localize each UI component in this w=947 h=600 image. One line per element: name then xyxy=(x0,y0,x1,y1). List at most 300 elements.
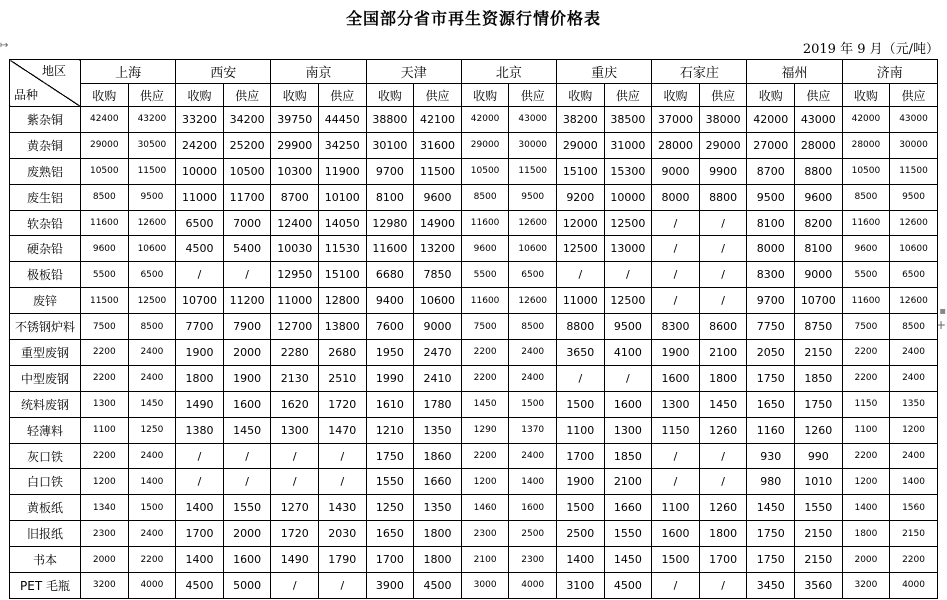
buy-header: 收购 xyxy=(271,84,319,107)
buy-price-cell: 11600 xyxy=(366,236,414,262)
price-table xyxy=(9,59,938,599)
buy-price-cell: 8700 xyxy=(271,184,319,210)
buy-price-cell: 33200 xyxy=(176,107,224,133)
supply-price-cell: 1780 xyxy=(414,391,462,417)
buy-price-cell: 11600 xyxy=(461,288,509,314)
buy-price-cell: 1600 xyxy=(652,521,700,547)
buy-price-cell: / xyxy=(652,469,700,495)
product-name-cell: 黄板纸 xyxy=(10,495,81,521)
product-name-cell: 灰口铁 xyxy=(10,443,81,469)
buy-price-cell: 8300 xyxy=(747,262,795,288)
supply-price-cell: 43000 xyxy=(890,107,938,133)
buy-price-cell: 10300 xyxy=(271,158,319,184)
buy-price-cell: 7500 xyxy=(81,314,129,340)
buy-header: 收购 xyxy=(842,84,890,107)
supply-price-cell: 2400 xyxy=(509,365,557,391)
buy-price-cell: 28000 xyxy=(652,132,700,158)
supply-price-cell: 4000 xyxy=(890,573,938,599)
supply-price-cell: 1800 xyxy=(414,547,462,573)
supply-price-cell: / xyxy=(223,443,271,469)
supply-header: 供应 xyxy=(414,84,462,107)
supply-header: 供应 xyxy=(319,84,367,107)
buy-price-cell: 42000 xyxy=(461,107,509,133)
buy-price-cell: 1340 xyxy=(81,495,129,521)
buy-price-cell: 3650 xyxy=(557,340,605,366)
supply-price-cell: 11200 xyxy=(223,288,271,314)
supply-price-cell: 31600 xyxy=(414,132,462,158)
supply-price-cell: 14900 xyxy=(414,210,462,236)
buy-price-cell: 1750 xyxy=(747,521,795,547)
supply-price-cell: 8750 xyxy=(795,314,843,340)
supply-price-cell: 1260 xyxy=(699,495,747,521)
supply-price-cell: 6500 xyxy=(890,262,938,288)
supply-price-cell: 2150 xyxy=(795,340,843,366)
supply-price-cell: 1400 xyxy=(890,469,938,495)
buy-price-cell: 42400 xyxy=(81,107,129,133)
supply-price-cell: 4000 xyxy=(128,573,176,599)
table-row xyxy=(10,132,938,158)
buy-price-cell: 24200 xyxy=(176,132,224,158)
supply-price-cell: 2500 xyxy=(509,521,557,547)
supply-price-cell: 31000 xyxy=(604,132,652,158)
supply-price-cell: 1470 xyxy=(319,417,367,443)
supply-price-cell: 11700 xyxy=(223,184,271,210)
supply-price-cell: 1450 xyxy=(699,391,747,417)
supply-price-cell: 2400 xyxy=(128,443,176,469)
buy-price-cell: / xyxy=(176,469,224,495)
supply-price-cell: 2410 xyxy=(414,365,462,391)
buy-price-cell: 1160 xyxy=(747,417,795,443)
buy-price-cell: 1100 xyxy=(81,417,129,443)
supply-price-cell: 1850 xyxy=(795,365,843,391)
buy-price-cell: 1500 xyxy=(652,547,700,573)
buy-price-cell: 11600 xyxy=(461,210,509,236)
product-name-cell: 书本 xyxy=(10,547,81,573)
buy-price-cell: 29000 xyxy=(461,132,509,158)
buy-price-cell: 1150 xyxy=(842,391,890,417)
supply-price-cell: 1750 xyxy=(795,391,843,417)
supply-price-cell: 2400 xyxy=(128,521,176,547)
buy-price-cell: 9600 xyxy=(842,236,890,262)
buy-price-cell: 3000 xyxy=(461,573,509,599)
supply-price-cell: 30500 xyxy=(128,132,176,158)
supply-price-cell: 8500 xyxy=(890,314,938,340)
supply-price-cell: 2510 xyxy=(319,365,367,391)
buy-price-cell: 2280 xyxy=(271,340,319,366)
buy-price-cell: 2300 xyxy=(81,521,129,547)
buy-price-cell: 37000 xyxy=(652,107,700,133)
supply-price-cell: 1600 xyxy=(223,391,271,417)
supply-price-cell: 1450 xyxy=(604,547,652,573)
city-header: 北京 xyxy=(461,60,556,84)
supply-price-cell: 2030 xyxy=(319,521,367,547)
buy-price-cell: 7750 xyxy=(747,314,795,340)
supply-price-cell: / xyxy=(699,262,747,288)
supply-price-cell: 2000 xyxy=(223,340,271,366)
supply-price-cell: 11500 xyxy=(414,158,462,184)
supply-price-cell: 2150 xyxy=(795,547,843,573)
buy-header: 收购 xyxy=(366,84,414,107)
add-column-icon[interactable]: + xyxy=(935,318,946,332)
buy-price-cell: 1380 xyxy=(176,417,224,443)
supply-price-cell: 2400 xyxy=(128,340,176,366)
buy-price-cell: 1620 xyxy=(271,391,319,417)
row-marker-icon: ↦ xyxy=(0,40,9,51)
supply-price-cell: 10700 xyxy=(795,288,843,314)
supply-price-cell: 1550 xyxy=(223,495,271,521)
supply-price-cell: 1400 xyxy=(509,469,557,495)
buy-price-cell: 4500 xyxy=(176,573,224,599)
buy-price-cell: 1500 xyxy=(557,495,605,521)
buy-price-cell: 11000 xyxy=(557,288,605,314)
buy-price-cell: 9400 xyxy=(366,288,414,314)
supply-price-cell: 30000 xyxy=(890,132,938,158)
supply-price-cell: 12800 xyxy=(319,288,367,314)
sub-header-row xyxy=(10,84,938,107)
supply-price-cell: 29000 xyxy=(699,132,747,158)
buy-price-cell: 5500 xyxy=(842,262,890,288)
supply-price-cell: / xyxy=(699,236,747,262)
supply-price-cell: 4100 xyxy=(604,340,652,366)
buy-price-cell: 1750 xyxy=(747,547,795,573)
city-header: 上海 xyxy=(81,60,176,84)
supply-price-cell: 9900 xyxy=(699,158,747,184)
buy-price-cell: 8500 xyxy=(461,184,509,210)
supply-price-cell: 2400 xyxy=(509,340,557,366)
supply-price-cell: 15100 xyxy=(319,262,367,288)
supply-price-cell: 4500 xyxy=(414,573,462,599)
buy-price-cell: 1250 xyxy=(366,495,414,521)
buy-price-cell: 10000 xyxy=(176,158,224,184)
supply-price-cell: / xyxy=(223,262,271,288)
supply-price-cell: 2100 xyxy=(604,469,652,495)
supply-price-cell: 10600 xyxy=(414,288,462,314)
buy-price-cell: 1900 xyxy=(557,469,605,495)
supply-price-cell: 15300 xyxy=(604,158,652,184)
supply-price-cell: 1370 xyxy=(509,417,557,443)
supply-price-cell: 1350 xyxy=(414,417,462,443)
buy-price-cell: 1610 xyxy=(366,391,414,417)
supply-price-cell: 10100 xyxy=(319,184,367,210)
supply-price-cell: 2400 xyxy=(890,365,938,391)
product-name-cell: 统料废钢 xyxy=(10,391,81,417)
supply-price-cell: 2300 xyxy=(509,547,557,573)
buy-price-cell: 6500 xyxy=(176,210,224,236)
supply-price-cell: 10600 xyxy=(509,236,557,262)
supply-price-cell: 14050 xyxy=(319,210,367,236)
supply-price-cell: 8100 xyxy=(795,236,843,262)
table-row xyxy=(10,340,938,366)
supply-price-cell: 10500 xyxy=(223,158,271,184)
supply-price-cell: 2200 xyxy=(890,547,938,573)
buy-price-cell: 11500 xyxy=(81,288,129,314)
supply-price-cell: / xyxy=(699,443,747,469)
supply-price-cell: 1800 xyxy=(414,521,462,547)
product-name-cell: 白口铁 xyxy=(10,469,81,495)
product-name-cell: 废生铝 xyxy=(10,184,81,210)
supply-price-cell: 12500 xyxy=(128,288,176,314)
buy-price-cell: 1200 xyxy=(81,469,129,495)
buy-price-cell: 2200 xyxy=(842,365,890,391)
product-header-label: 品种 xyxy=(14,88,39,102)
supply-price-cell: 1430 xyxy=(319,495,367,521)
supply-price-cell: 2100 xyxy=(699,340,747,366)
buy-price-cell: 12500 xyxy=(557,236,605,262)
buy-price-cell: 27000 xyxy=(747,132,795,158)
product-name-cell: PET 毛瓶 xyxy=(10,573,81,599)
buy-price-cell: 1400 xyxy=(176,495,224,521)
supply-header: 供应 xyxy=(128,84,176,107)
supply-price-cell: 1250 xyxy=(128,417,176,443)
buy-price-cell: 8700 xyxy=(747,158,795,184)
buy-price-cell: 1750 xyxy=(747,365,795,391)
supply-price-cell: 11500 xyxy=(509,158,557,184)
buy-price-cell: 1300 xyxy=(652,391,700,417)
supply-price-cell: 5400 xyxy=(223,236,271,262)
buy-price-cell: 6680 xyxy=(366,262,414,288)
supply-price-cell: / xyxy=(604,365,652,391)
supply-price-cell: 1260 xyxy=(699,417,747,443)
buy-price-cell: 1270 xyxy=(271,495,319,521)
buy-price-cell: 1700 xyxy=(557,443,605,469)
supply-price-cell: 1860 xyxy=(414,443,462,469)
buy-price-cell: 8000 xyxy=(747,236,795,262)
supply-price-cell: 7900 xyxy=(223,314,271,340)
buy-price-cell: 2200 xyxy=(81,443,129,469)
corner-header-cell xyxy=(10,60,81,107)
buy-price-cell: 980 xyxy=(747,469,795,495)
buy-price-cell: 10030 xyxy=(271,236,319,262)
buy-price-cell: 11000 xyxy=(271,288,319,314)
buy-price-cell: 1700 xyxy=(176,521,224,547)
buy-price-cell: 9700 xyxy=(747,288,795,314)
supply-price-cell: 2680 xyxy=(319,340,367,366)
buy-price-cell: 1650 xyxy=(366,521,414,547)
buy-price-cell: 9700 xyxy=(366,158,414,184)
supply-price-cell: 9500 xyxy=(128,184,176,210)
supply-price-cell: 990 xyxy=(795,443,843,469)
buy-price-cell: / xyxy=(176,262,224,288)
buy-price-cell: 2500 xyxy=(557,521,605,547)
supply-price-cell: 12600 xyxy=(890,288,938,314)
supply-price-cell: 1350 xyxy=(414,495,462,521)
buy-price-cell: 1300 xyxy=(81,391,129,417)
supply-price-cell: 1300 xyxy=(604,417,652,443)
supply-price-cell: 11500 xyxy=(890,158,938,184)
buy-price-cell: 1200 xyxy=(461,469,509,495)
buy-price-cell: / xyxy=(652,236,700,262)
table-row xyxy=(10,158,938,184)
buy-price-cell: 10500 xyxy=(842,158,890,184)
supply-price-cell: 1660 xyxy=(604,495,652,521)
margin-marker-icon: ▪ xyxy=(939,306,946,317)
supply-price-cell: 12600 xyxy=(509,288,557,314)
supply-price-cell: 1600 xyxy=(223,547,271,573)
buy-header: 收购 xyxy=(81,84,129,107)
supply-price-cell: 1500 xyxy=(128,495,176,521)
buy-price-cell: 8500 xyxy=(81,184,129,210)
supply-price-cell: 13200 xyxy=(414,236,462,262)
city-header: 天津 xyxy=(366,60,461,84)
supply-price-cell: 1600 xyxy=(509,495,557,521)
buy-price-cell: / xyxy=(271,443,319,469)
buy-price-cell: 30100 xyxy=(366,132,414,158)
buy-price-cell: 1900 xyxy=(176,340,224,366)
buy-price-cell: 2200 xyxy=(461,340,509,366)
supply-price-cell: 9000 xyxy=(414,314,462,340)
buy-price-cell: 11600 xyxy=(842,288,890,314)
buy-price-cell: 2200 xyxy=(81,365,129,391)
buy-price-cell: 9200 xyxy=(557,184,605,210)
supply-price-cell: 2150 xyxy=(890,521,938,547)
supply-price-cell: 11900 xyxy=(319,158,367,184)
product-name-cell: 紫杂铜 xyxy=(10,107,81,133)
product-name-cell: 不锈钢炉料 xyxy=(10,314,81,340)
supply-price-cell: 1790 xyxy=(319,547,367,573)
buy-price-cell: 8500 xyxy=(842,184,890,210)
buy-header: 收购 xyxy=(747,84,795,107)
product-name-cell: 极板铅 xyxy=(10,262,81,288)
buy-price-cell: 10500 xyxy=(81,158,129,184)
supply-price-cell: 12600 xyxy=(509,210,557,236)
buy-price-cell: 10500 xyxy=(461,158,509,184)
supply-header: 供应 xyxy=(699,84,747,107)
supply-price-cell: / xyxy=(699,573,747,599)
buy-price-cell: 3450 xyxy=(747,573,795,599)
product-name-cell: 废熟铝 xyxy=(10,158,81,184)
supply-price-cell: 9500 xyxy=(890,184,938,210)
supply-header: 供应 xyxy=(795,84,843,107)
city-header: 南京 xyxy=(271,60,366,84)
buy-price-cell: 1720 xyxy=(271,521,319,547)
supply-price-cell: / xyxy=(699,210,747,236)
supply-price-cell: 8800 xyxy=(795,158,843,184)
buy-price-cell: 1650 xyxy=(747,391,795,417)
buy-price-cell: 39750 xyxy=(271,107,319,133)
buy-price-cell: 930 xyxy=(747,443,795,469)
region-header-label: 地区 xyxy=(41,64,66,78)
buy-price-cell: 2300 xyxy=(461,521,509,547)
buy-price-cell: / xyxy=(176,443,224,469)
product-name-cell: 软杂铅 xyxy=(10,210,81,236)
supply-price-cell: 13000 xyxy=(604,236,652,262)
supply-price-cell: 12500 xyxy=(604,288,652,314)
buy-price-cell: 2200 xyxy=(461,365,509,391)
supply-price-cell: 9000 xyxy=(795,262,843,288)
buy-price-cell: 12400 xyxy=(271,210,319,236)
buy-price-cell: 1300 xyxy=(271,417,319,443)
supply-price-cell: 43000 xyxy=(795,107,843,133)
buy-price-cell: 8000 xyxy=(652,184,700,210)
buy-price-cell: 3100 xyxy=(557,573,605,599)
buy-price-cell: 8800 xyxy=(557,314,605,340)
buy-price-cell: 38200 xyxy=(557,107,605,133)
buy-header: 收购 xyxy=(176,84,224,107)
supply-price-cell: / xyxy=(319,573,367,599)
buy-price-cell: / xyxy=(652,288,700,314)
supply-price-cell: 43200 xyxy=(128,107,176,133)
supply-price-cell: 2000 xyxy=(223,521,271,547)
supply-price-cell: 1900 xyxy=(223,365,271,391)
supply-price-cell: 28000 xyxy=(795,132,843,158)
supply-price-cell: 10600 xyxy=(890,236,938,262)
page-title: 全国部分省市再生资源行情价格表 xyxy=(345,9,601,28)
supply-header: 供应 xyxy=(604,84,652,107)
supply-price-cell: 1550 xyxy=(604,521,652,547)
supply-price-cell: 1450 xyxy=(223,417,271,443)
table-row xyxy=(10,469,938,495)
supply-price-cell: 3560 xyxy=(795,573,843,599)
buy-price-cell: 1150 xyxy=(652,417,700,443)
supply-price-cell: 1660 xyxy=(414,469,462,495)
buy-price-cell: 1900 xyxy=(652,340,700,366)
supply-price-cell: 8500 xyxy=(128,314,176,340)
table-row xyxy=(10,417,938,443)
table-row xyxy=(10,262,938,288)
supply-price-cell: 6500 xyxy=(509,262,557,288)
supply-header: 供应 xyxy=(223,84,271,107)
buy-price-cell: 1100 xyxy=(557,417,605,443)
date-unit-label: 2019 年 9 月（元/吨） xyxy=(802,42,939,57)
table-row xyxy=(10,236,938,262)
buy-price-cell: 9500 xyxy=(747,184,795,210)
supply-price-cell: 30000 xyxy=(509,132,557,158)
buy-price-cell: / xyxy=(557,365,605,391)
supply-price-cell: 1400 xyxy=(128,469,176,495)
buy-price-cell: 1450 xyxy=(461,391,509,417)
buy-price-cell: 10700 xyxy=(176,288,224,314)
buy-price-cell: 11000 xyxy=(176,184,224,210)
buy-price-cell: 1400 xyxy=(557,547,605,573)
product-name-cell: 中型废钢 xyxy=(10,365,81,391)
supply-price-cell: 1800 xyxy=(699,365,747,391)
buy-price-cell: 4500 xyxy=(176,236,224,262)
buy-price-cell: 2000 xyxy=(842,547,890,573)
supply-price-cell: 1560 xyxy=(890,495,938,521)
city-header: 济南 xyxy=(842,60,937,84)
supply-price-cell: 9600 xyxy=(795,184,843,210)
buy-price-cell: / xyxy=(652,210,700,236)
supply-price-cell: 4500 xyxy=(604,573,652,599)
table-row xyxy=(10,521,938,547)
supply-price-cell: 2400 xyxy=(128,365,176,391)
buy-price-cell: 1500 xyxy=(557,391,605,417)
buy-price-cell: 9600 xyxy=(461,236,509,262)
product-name-cell: 重型废钢 xyxy=(10,340,81,366)
supply-price-cell: 42100 xyxy=(414,107,462,133)
supply-price-cell: / xyxy=(604,262,652,288)
city-header-row xyxy=(10,60,938,84)
table-row xyxy=(10,365,938,391)
supply-price-cell: 1600 xyxy=(604,391,652,417)
supply-price-cell: 5000 xyxy=(223,573,271,599)
buy-price-cell: 2100 xyxy=(461,547,509,573)
buy-price-cell: 1490 xyxy=(271,547,319,573)
product-name-cell: 旧报纸 xyxy=(10,521,81,547)
buy-price-cell: 1800 xyxy=(176,365,224,391)
buy-price-cell: 1210 xyxy=(366,417,414,443)
buy-price-cell: 3200 xyxy=(81,573,129,599)
supply-price-cell: 1260 xyxy=(795,417,843,443)
buy-price-cell: 15100 xyxy=(557,158,605,184)
supply-price-cell: 1010 xyxy=(795,469,843,495)
buy-price-cell: 11600 xyxy=(842,210,890,236)
supply-price-cell: 10600 xyxy=(128,236,176,262)
table-row xyxy=(10,314,938,340)
table-row xyxy=(10,391,938,417)
buy-price-cell: 8100 xyxy=(747,210,795,236)
supply-price-cell: 38000 xyxy=(699,107,747,133)
